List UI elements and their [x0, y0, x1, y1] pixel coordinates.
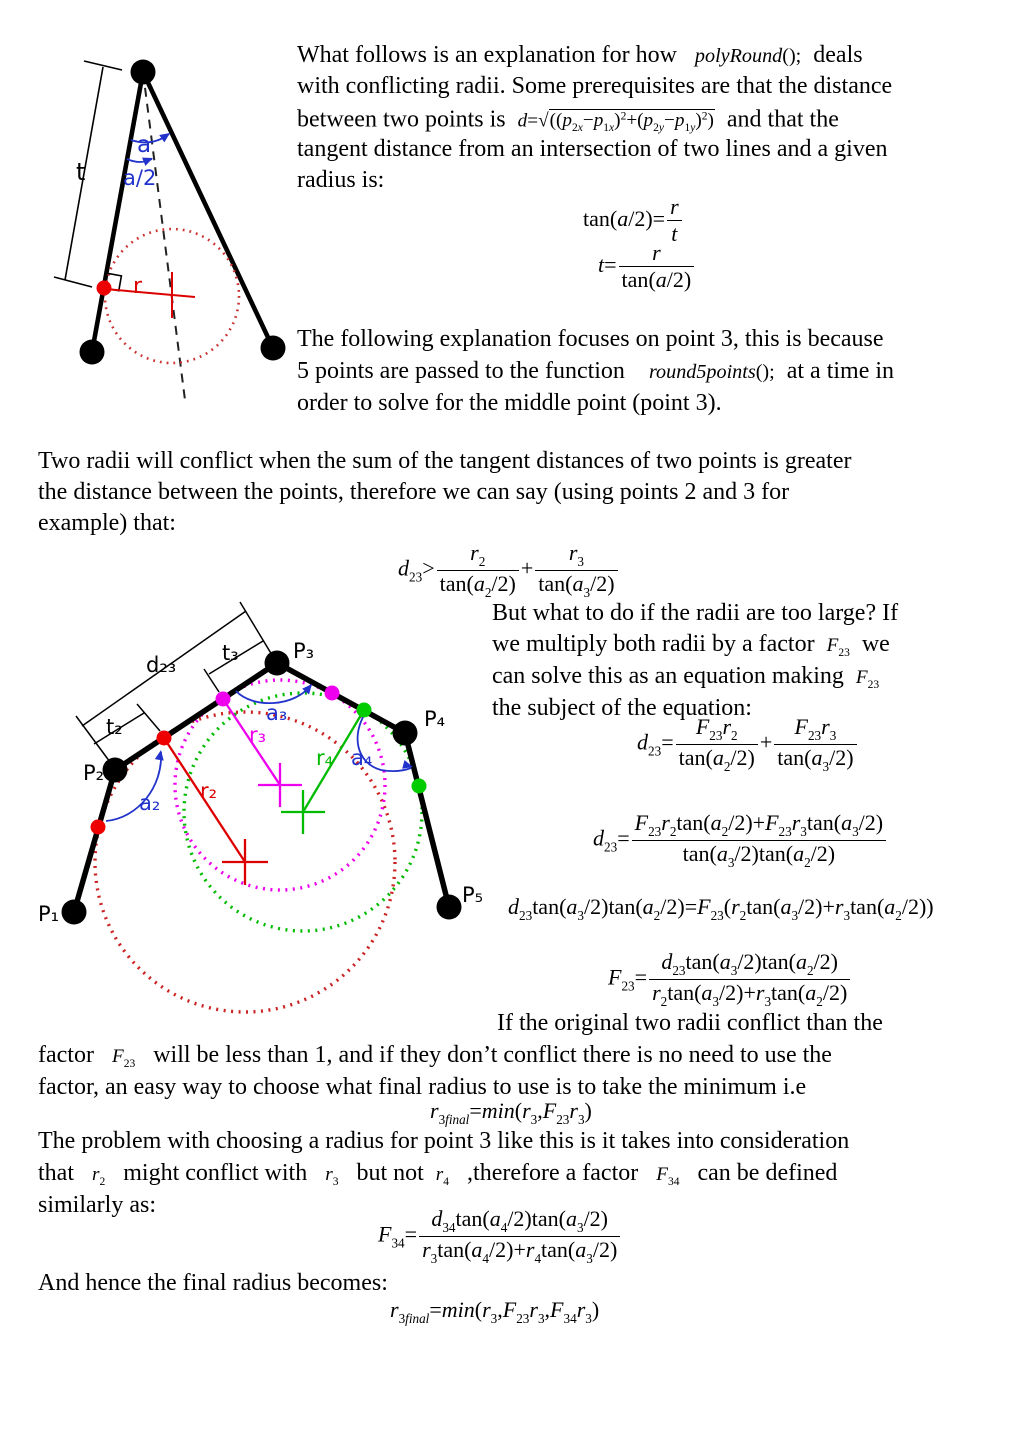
p3-extension-line	[240, 602, 272, 655]
intro-line-4: tangent distance from an intersection of two lines and a given	[297, 136, 888, 162]
formula-d23-expanded: $d_{23}\tan(a_3/2)\tan(a_2/2)=F_{23}(r_2\tan(a_3/2)+r_3\tan(a_2/2))$	[508, 894, 934, 923]
hence-line-1: And hence the final radius becomes:	[38, 1270, 388, 1296]
p4-label: P₄	[424, 707, 446, 731]
p5-label: P₅	[462, 883, 484, 907]
radius-line	[105, 289, 195, 297]
focus-line-2: 5 points are passed to the function round5points(); at a time in	[297, 358, 895, 384]
p2-extension-line	[76, 716, 110, 762]
formula-d23-factored: $d_{23}=$ $\frac{F_{23}r_2}{\tan(a_2/2)}$ + $\frac{F_{23}r_3}{\tan(a_3/2)}$	[637, 714, 859, 775]
factor-line-1: factor $F_{23}$ will be less than 1, and if they don’t conflict there is no need to use the	[38, 1042, 832, 1071]
a-half-label: a/2	[123, 166, 157, 190]
d23-label: d₂₃	[146, 653, 177, 677]
intro-line-1: What follows is an explanation for how polyRound(); deals	[297, 42, 863, 68]
r-label: r	[133, 274, 143, 299]
tangent-point-dot	[97, 281, 112, 296]
formula-d23-combined: $d_{23}=$ $\frac{F_{23}r_2\tan(a_2/2)+F_{23}r_3\tan(a_3/2)}{\tan(a_3/2)\tan(a_2/2)}$	[593, 810, 888, 871]
problem-line-3: similarly as:	[38, 1192, 156, 1218]
right-leg-line	[143, 72, 273, 348]
polygon-radii-diagram	[30, 590, 500, 1035]
toolarge-line-3: can solve this as an equation making $F_{23}$	[492, 663, 880, 692]
a4-label: a₄	[351, 746, 373, 770]
r3-label: r₃	[249, 723, 267, 747]
toolarge-line-2: we multiply both radii by a factor $F_{23}$ we	[492, 631, 890, 660]
a2-arrowhead-icon	[155, 749, 166, 760]
focus-line-1: The following explanation focuses on point 3, this is because	[297, 326, 884, 352]
intro-line-5: radius is:	[297, 167, 385, 193]
a3-label: a₃	[266, 701, 288, 725]
r4-tangent-dot-upper	[357, 703, 372, 718]
toolarge-line-1: But what to do if the radii are too large? If	[492, 600, 899, 626]
a-label: a	[137, 132, 152, 158]
p3-vertex-dot	[265, 651, 290, 676]
r2-tangent-dot-upper	[157, 731, 172, 746]
formula-f23-solved: $F_{23}=$ $\frac{d_{23}\tan(a_3/2)\tan(a_2/2)}{r_2\tan(a_3/2)+r_3\tan(a_2/2)}$	[608, 949, 852, 1010]
original-line-1: If the original two radii conflict than the	[497, 1010, 883, 1036]
left-end-vertex-dot	[80, 340, 105, 365]
focus-line-3: order to solve for the middle point (point 3).	[297, 390, 722, 416]
intro-line-3: between two points is $d=√((p_{2x}-p_{1x})^2+(p_{2y}-p_{1y})^2)$ and that the	[297, 106, 839, 135]
r3-tangent-dot-left	[216, 692, 231, 707]
a2-label: a₂	[139, 791, 161, 815]
t2-tangent-extension-line	[137, 704, 160, 731]
conflict-line-2: the distance between the points, therefore we can say (using points 2 and 3 for	[38, 479, 790, 505]
factor-line-2: factor, an easy way to choose what final radius to use is to take the minimum i.e	[38, 1074, 807, 1100]
t3-label: t₃	[222, 641, 239, 665]
p3-label: P₃	[293, 639, 315, 663]
tangent-distance-diagram	[0, 0, 320, 420]
conflict-line-1: Two radii will conflict when the sum of the tangent distances of two points is greater	[38, 448, 852, 474]
p4-vertex-dot	[393, 721, 418, 746]
p5-vertex-dot	[437, 895, 462, 920]
p2-vertex-dot	[103, 758, 128, 783]
problem-line-2: that $r_2$ might conflict with $r_3$ but not $r_4$ ,therefore a factor $F_{34}$ can be defined	[38, 1160, 838, 1189]
r4-label: r₄	[316, 746, 334, 770]
toolarge-line-4: the subject of the equation:	[492, 695, 752, 721]
r4-tangent-dot-lower	[412, 779, 427, 794]
p2-label: P₂	[83, 761, 105, 785]
formula-t-equals: t= $\frac{r}{\tan(a/2)}$	[598, 240, 696, 294]
p1-label: P₁	[38, 902, 60, 926]
conflict-line-3: example) that:	[38, 510, 176, 536]
intro-line-2: with conflicting radii. Some prerequisites are that the distance	[297, 73, 893, 99]
t-label: t	[76, 158, 86, 186]
problem-line-1: The problem with choosing a radius for point 3 like this is it takes into consideration	[38, 1128, 850, 1154]
formula-r3final-min-full: $r_{3final}=\min(r_3,F_{23}r_3,F_{34}r_3)$	[390, 1297, 600, 1326]
r3-tangent-dot-right	[325, 686, 340, 701]
right-end-vertex-dot	[261, 336, 286, 361]
formula-f34-solved: $F_{34}=$ $\frac{d_{34}\tan(a_4/2)\tan(a_3/2)}{r_3\tan(a_4/2)+r_4\tan(a_3/2)}$	[378, 1206, 622, 1267]
formula-r3final-min: $r_{3final}=\min(r_3,F_{23}r_3)$	[430, 1098, 592, 1127]
left-leg-line	[92, 72, 143, 352]
formula-d23-inequality: $d_{23}>$ $\frac{r_2}{\tan(a_2/2)}$ + $\frac{r_3}{\tan(a_3/2)}$	[398, 540, 620, 601]
apex-vertex-dot	[131, 60, 156, 85]
t-measure-tick-bottom	[54, 277, 92, 287]
r2-tangent-dot-lower	[91, 820, 106, 835]
t2-label: t₂	[106, 715, 123, 739]
formula-tan-a2: tan(a/2)= $\frac{r}{t}$	[583, 194, 684, 248]
p1-vertex-dot	[62, 900, 87, 925]
r2-label: r₂	[200, 779, 218, 803]
